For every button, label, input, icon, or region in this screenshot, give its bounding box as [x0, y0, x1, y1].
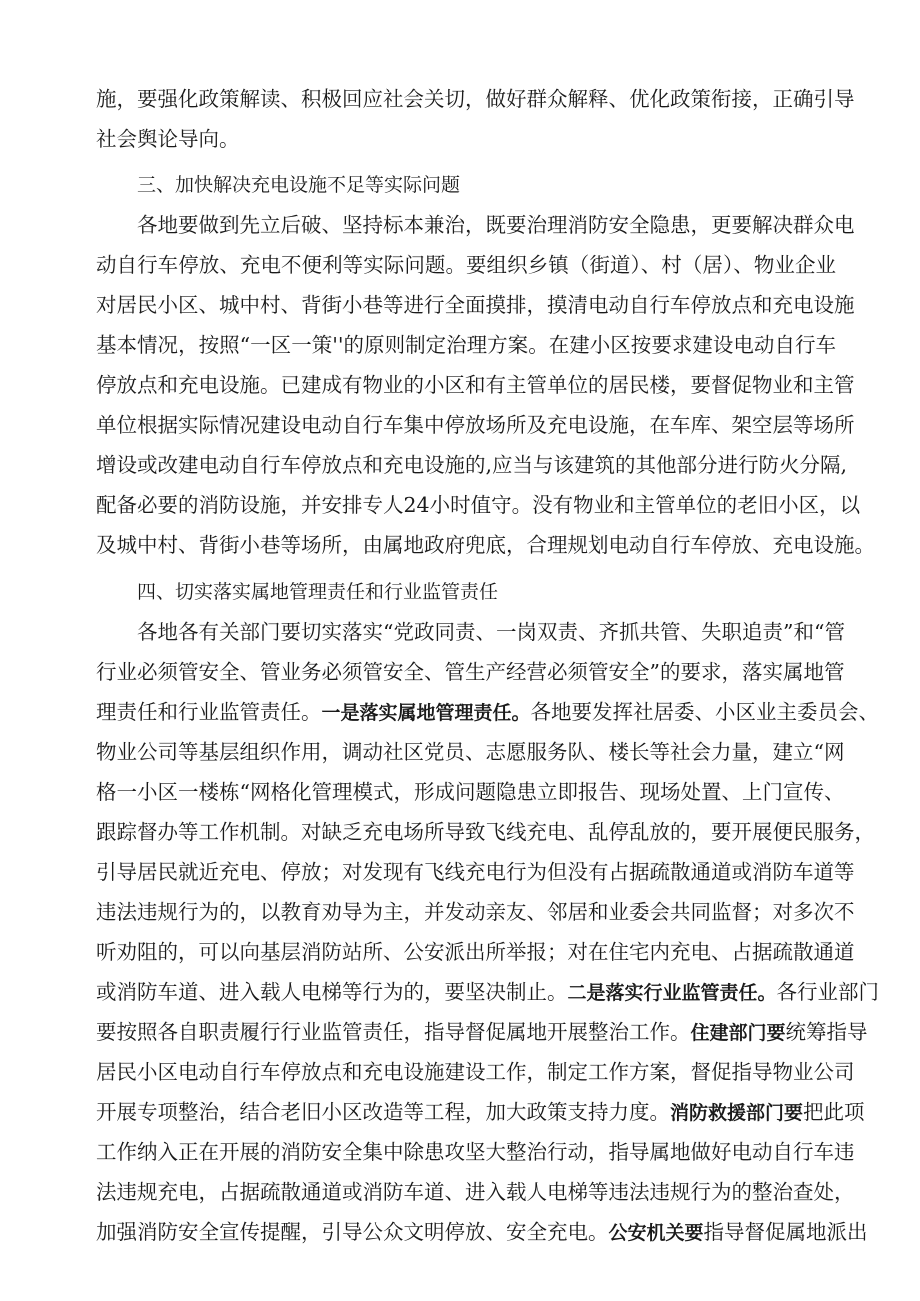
body-line: 停放点和充电设施。已建成有物业的小区和有主管单位的居民楼，要督促物业和主管: [96, 373, 855, 397]
body-line: 行业必须管安全、管业务必须管安全、管生产经营必须管安全”的要求，落实属地管: [96, 660, 845, 684]
body-line: [96, 1017, 868, 1047]
body-line: 动自行车停放、充电不便利等实际问题。要组织乡镇（街道）、村（居）、物业企业: [96, 253, 836, 277]
bold-phrase: 住建部门要: [690, 1022, 786, 1044]
body-line: 物业公司等基层组织作用，调动社区党员、志愿服务队、楼长等社会力量，建立“网: [96, 740, 845, 764]
body-line: 听劝阻的，可以向基层消防站所、公安派出所举报；对在住宅内充电、占据疏散通道: [96, 940, 855, 964]
body-line: 跟踪督办等工作机制。对缺乏充电场所导致飞线充电、乱停乱放的，要开展便民服务，: [96, 820, 875, 844]
body-line: 工作纳入正在开展的消防安全集中除患攻坚大整治行动，指导属地做好电动自行车违: [96, 1140, 855, 1164]
body-line: 对居民小区、城中村、背街小巷等进行全面摸排，摸清电动自行车停放点和充电设施: [96, 293, 855, 317]
body-text: 指导督促属地派出: [703, 1220, 868, 1244]
body-line: [96, 977, 880, 1007]
bold-phrase: 一是落实属地管理责任。: [321, 702, 531, 724]
body-line: [96, 697, 880, 727]
body-line: [96, 1217, 868, 1247]
body-line: 及城中村、背街小巷等场所，由属地政府兜底，合理规划电动自行车停放、充电设施。: [96, 533, 875, 557]
body-text: 开展专项整治，结合老旧小区改造等工程，加大政策支持力度。: [96, 1100, 670, 1124]
bold-phrase: 公安机关要: [608, 1222, 704, 1244]
body-line: 增设或改建电动自行车停放点和充电设施的,应当与该建筑的其他部分进行防火分隔,: [96, 453, 848, 477]
body-line: 基本情况，按照“一区一策''的原则制定治理方案。在建小区按要求建设电动自行车: [96, 333, 836, 357]
body-text: 把此项: [803, 1100, 865, 1124]
body-text: 理责任和行业监管责任。: [96, 700, 322, 724]
body-line: 引导居民就近充电、停放；对发现有飞线充电行为但没有占据疏散通道或消防车道等: [96, 860, 855, 884]
body-line: 法违规充电，占据疏散通道或消防车道、进入载人电梯等违法违规行为的整治查处，: [96, 1180, 855, 1204]
body-text: 要按照各自职责履行行业监管责任，指导督促属地开展整治工作。: [96, 1020, 691, 1044]
body-line: 各地各有关部门要切实落实“党政同责、一岗双责、齐抓共管、失职追责”和“管: [137, 620, 845, 644]
body-text: 各行业部门: [776, 980, 880, 1004]
bold-phrase: 消防救援部门要: [670, 1102, 804, 1124]
body-text: 或消防车道、进入载人电梯等行为的，要坚决制止。: [96, 980, 568, 1004]
body-line: 配备必要的消防设施，并安排专人24小时值守。没有物业和主管单位的老旧小区，以: [96, 493, 861, 517]
bold-phrase: 二是落实行业监管责任。: [567, 982, 777, 1004]
body-line: 居民小区电动自行车停放点和充电设施建设工作，制定工作方案，督促指导物业公司: [96, 1060, 855, 1084]
body-text: 各地要发挥社居委、小区业主委员会、: [530, 700, 880, 724]
body-line: 单位根据实际情况建设电动自行车集中停放场所及充电设施，在车库、架空层等场所: [96, 413, 855, 437]
body-line: 违法违规行为的，以教育劝导为主，并发动亲友、邻居和业委会共同监督；对多次不: [96, 900, 855, 924]
body-line: 各地要做到先立后破、坚持标本兼治，既要治理消防安全隐患，更要解决群众电: [137, 213, 855, 237]
body-text: 加强消防安全宣传提醒，引导公众文明停放、安全充电。: [96, 1220, 609, 1244]
body-line: 施，要强化政策解读、积极回应社会关切，做好群众解释、优化政策衔接，正确引导: [96, 87, 855, 111]
section-heading-4: 四、切实落实属地管理责任和行业监管责任: [137, 581, 499, 603]
body-line: 社会舆论导向。: [96, 127, 240, 151]
body-line: 格一小区一楼栋“网格化管理模式，形成问题隐患立即报告、现场处置、上门宣传、: [96, 780, 845, 804]
section-heading-3: 三、加快解决充电设施不足等实际问题: [137, 174, 461, 196]
body-line: [96, 1097, 865, 1127]
body-text: 统筹指导: [785, 1020, 868, 1044]
